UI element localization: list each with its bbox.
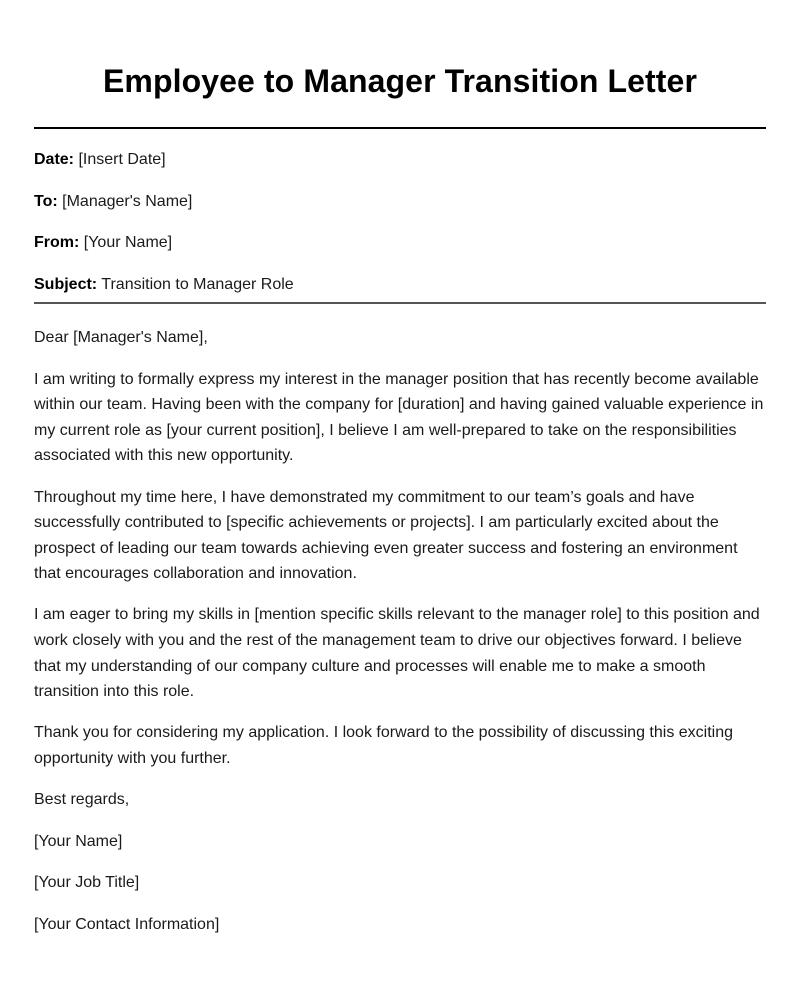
subject-line (34, 275, 766, 295)
signature-contact: [Your Contact Information] (34, 915, 220, 933)
subject-label: Subject: (34, 276, 98, 294)
body-paragraph-1: I am writing to formally express my interest in the manager position that has recently become available within our team. Having been with the company for [duration] and having gained valuable experience in my current role as [your current position], I believe I am well-prepared to take on the responsibilities associated with this new opportunity. (34, 370, 764, 465)
body-paragraph-3: I am eager to bring my skills in [mention specific skills relevant to the manager role] to this position and work closely with you and the rest of the management team to drive our objectives forward. I believe that my understanding of our company culture and processes will enable me to make a smooth transition into this role. (34, 606, 760, 701)
from-label: From: (34, 234, 80, 252)
date-label: Date: (34, 151, 75, 168)
salutation: Dear [Manager's Name], (34, 329, 208, 347)
signature-job-title: [Your Job Title] (34, 874, 140, 892)
from-line (34, 233, 766, 253)
date-line (34, 150, 766, 170)
date-value: [Insert Date] (78, 151, 166, 168)
title-divider (34, 127, 766, 129)
to-label: To: (34, 192, 58, 210)
subject-value: Transition to Manager Role (101, 276, 294, 294)
signature-name: [Your Name] (34, 832, 123, 850)
page-title: Employee to Manager Transition Letter (102, 63, 698, 99)
to-value: [Manager's Name] (62, 192, 193, 210)
letter-header (34, 150, 766, 295)
letter-page (34, 0, 766, 953)
from-value: [Your Name] (83, 234, 173, 252)
letter-body (34, 325, 766, 937)
header-divider (34, 302, 766, 305)
body-paragraph-2: Throughout my time here, I have demonstrated my commitment to our team’s goals and have successfully contributed to [specific achievements or projects]. I am particularly excited about the prospect of leading our team towards achieving even greater success and fostering an environment that encourages collaboration and innovation. (34, 488, 738, 583)
to-line (34, 192, 766, 212)
body-paragraph-4: Thank you for considering my application. I look forward to the possibility of discussing this exciting opportunity with you further. (34, 724, 734, 767)
closing: Best regards, (34, 790, 130, 808)
